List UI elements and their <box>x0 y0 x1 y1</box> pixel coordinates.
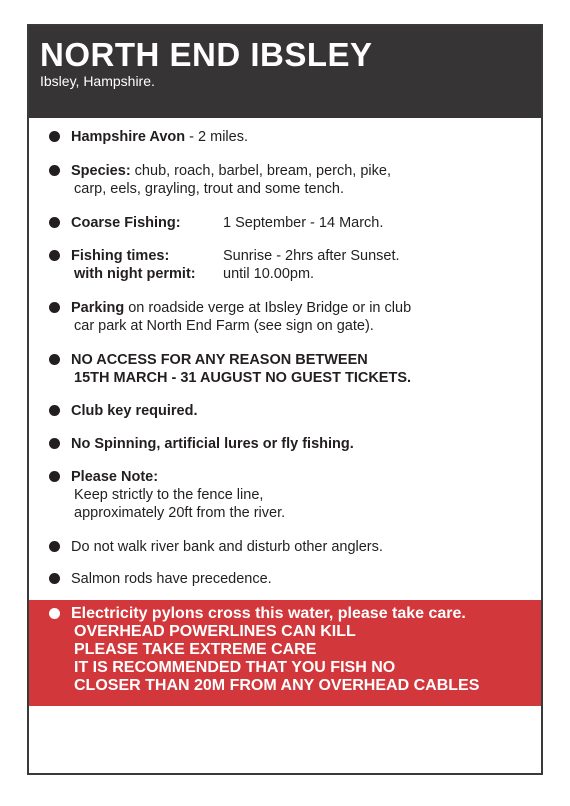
bank-text: Do not walk river bank and disturb other anglers. <box>71 539 383 555</box>
note-label: Please Note: <box>71 469 159 485</box>
warning-line-3: PLEASE TAKE EXTREME CARE <box>74 641 317 658</box>
note-text-2: approximately 20ft from the river. <box>74 505 286 521</box>
river-name: Hampshire Avon <box>71 129 186 145</box>
access-line-2: 15TH MARCH - 31 AUGUST NO GUEST TICKETS. <box>74 370 412 386</box>
bullet-icon <box>49 354 60 365</box>
parking-text-2: car park at North End Farm (see sign on gate). <box>74 318 374 334</box>
night-permit-label: with night permit: <box>74 266 196 282</box>
species-text-1: chub, roach, barbel, bream, perch, pike, <box>130 163 391 179</box>
club-key-text: Club key required. <box>71 403 198 419</box>
bullet-icon <box>49 131 60 142</box>
salmon-text: Salmon rods have precedence. <box>71 571 272 587</box>
night-permit-value: until 10.00pm. <box>223 266 315 282</box>
access-line-1: NO ACCESS FOR ANY REASON BETWEEN <box>71 352 368 368</box>
bullet-icon <box>49 541 60 552</box>
note-text-1: Keep strictly to the fence line, <box>74 487 264 503</box>
spinning-text: No Spinning, artificial lures or fly fishing. <box>71 436 354 452</box>
page-title: NORTH END IBSLEY <box>40 36 373 73</box>
bullet-icon <box>49 438 60 449</box>
bullet-icon <box>49 302 60 313</box>
bullet-icon <box>49 573 60 584</box>
species-label: Species: <box>71 163 131 179</box>
notice-card <box>27 24 543 775</box>
bullet-icon <box>49 217 60 228</box>
header-bar <box>29 26 541 118</box>
bullet-icon <box>49 471 60 482</box>
coarse-label: Coarse Fishing: <box>71 215 181 231</box>
bullet-icon <box>49 608 60 619</box>
parking-label: Parking <box>71 300 125 316</box>
warning-line-5: CLOSER THAN 20M FROM ANY OVERHEAD CABLES <box>74 677 480 694</box>
warning-line-4: IT IS RECOMMENDED THAT YOU FISH NO <box>74 659 396 676</box>
parking-text-1: on roadside verge at Ibsley Bridge or in club <box>124 300 412 316</box>
times-value: Sunrise - 2hrs after Sunset. <box>223 248 400 264</box>
times-label: Fishing times: <box>71 248 170 264</box>
warning-line-2: OVERHEAD POWERLINES CAN KILL <box>74 623 356 640</box>
bullet-icon <box>49 250 60 261</box>
river-distance: - 2 miles. <box>185 129 248 145</box>
bullet-icon <box>49 405 60 416</box>
warning-banner <box>29 600 541 706</box>
species-text-2: carp, eels, grayling, trout and some tench. <box>74 181 345 197</box>
bullet-icon <box>49 165 60 176</box>
coarse-season: 1 September - 14 March. <box>223 215 384 231</box>
warning-line-1: Electricity pylons cross this water, please take care. <box>71 605 466 622</box>
location-subtitle: Ibsley, Hampshire. <box>40 73 155 89</box>
